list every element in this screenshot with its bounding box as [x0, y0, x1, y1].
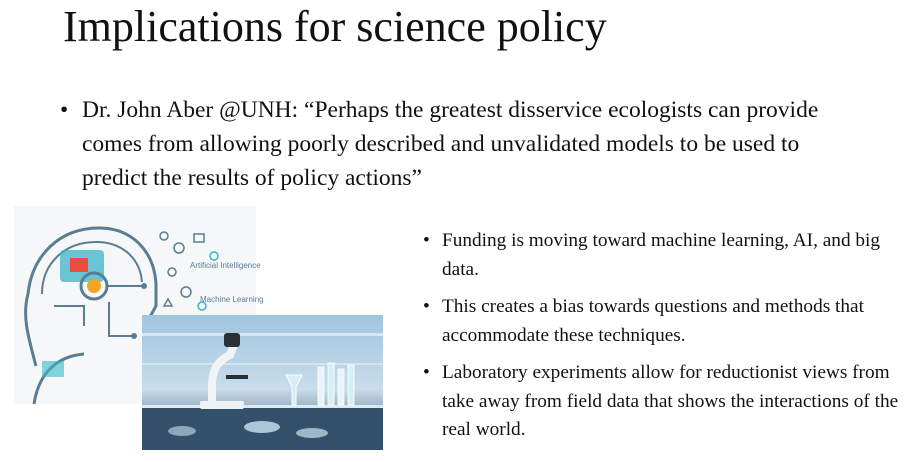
laboratory-photo [142, 315, 383, 450]
bullet-symbol: • [423, 296, 430, 317]
microscope-lab-icon [142, 315, 383, 450]
bullet-symbol: • [423, 362, 430, 383]
bullet-text-laboratory: Laboratory experiments allow for reductionist views from take away from field data that shows the interactions of the real world. [442, 362, 899, 440]
quote-bullet [60, 93, 860, 195]
ai-label-artificial-intelligence: Artificial Intelligence [190, 261, 261, 270]
bullet-item [423, 293, 903, 350]
bullet-item [423, 227, 903, 284]
bullet-symbol: • [423, 230, 430, 251]
ai-label-machine-learning: Machine Learning [200, 295, 264, 304]
bullet-text-bias: This creates a bias towards questions and methods that accommodate these techniques. [442, 296, 864, 346]
quote-text: Dr. John Aber @UNH: “Perhaps the greatest disservice ecologists can provide comes from allowing poorly described and unvalidated models to be used to predict the results of policy actions” [82, 97, 819, 191]
bullet-text-funding: Funding is moving toward machine learning, AI, and big data. [442, 230, 881, 280]
bullet-item [423, 359, 903, 445]
bullet-list [423, 227, 903, 454]
bullet-symbol: • [60, 97, 69, 123]
slide-title: Implications for science policy [63, 2, 607, 51]
